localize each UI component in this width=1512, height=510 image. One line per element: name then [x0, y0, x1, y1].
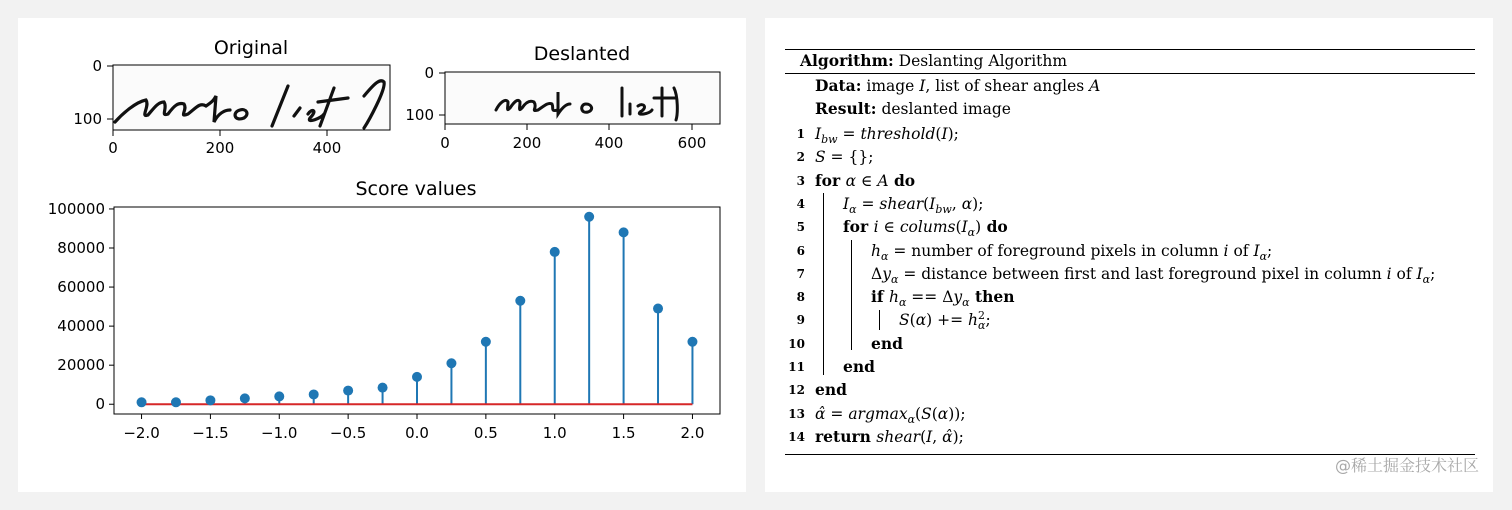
algorithm-line [765, 309, 1493, 331]
result-text: deslanted image [881, 100, 1011, 118]
line-content: for i ∈ $colums(I_\alpha)$ do [843, 217, 1008, 240]
original-x-tick-label: 400 [312, 139, 342, 157]
stem-marker [481, 337, 491, 347]
data-text-2: , list of shear angles [925, 77, 1090, 95]
algorithm-line [765, 123, 1493, 145]
figure-panel [18, 18, 746, 492]
y-tick-label: 0 [95, 395, 105, 414]
data-text-1: image [866, 77, 920, 95]
line-content: if $h_\alpha == \Delta y_\alpha$ then [871, 287, 1015, 310]
y-tick-label: 40000 [57, 317, 105, 336]
deslanted-y-tick-label: 100 [405, 106, 434, 124]
line-number: 12 [788, 383, 805, 398]
algorithm-line [765, 193, 1493, 215]
line-content: S = {}; [815, 148, 874, 167]
data-label: Data: [815, 76, 862, 95]
original-y-tick-label: 100 [73, 110, 102, 128]
deslanted-y-tick-label: 0 [424, 64, 434, 82]
stem-marker [205, 395, 215, 405]
x-tick-label: 1.0 [542, 424, 567, 442]
stem-marker [171, 397, 181, 407]
line-content: end [871, 333, 903, 353]
deslanted-title: Deslanted [533, 43, 631, 65]
x-tick-label: 1.5 [611, 424, 636, 442]
line-content: $h_\alpha$ = number of foreground pixels in column i of $I_\alpha$; [871, 241, 1273, 263]
stem-marker [653, 304, 663, 314]
algorithm-box [765, 18, 1493, 492]
original-title: Original [213, 37, 289, 59]
y-tick-label: 20000 [57, 356, 105, 375]
deslanted-x-tick-label: 600 [677, 134, 707, 152]
algorithm-line [765, 170, 1493, 192]
algorithm-panel [765, 18, 1493, 492]
y-tick-label: 100000 [47, 199, 105, 218]
original-x-axis [108, 130, 341, 157]
algorithm-line [765, 216, 1493, 238]
data-var-i: I [919, 77, 926, 95]
line-content: $I_\alpha$ = $shear(I_{bw}$, α); [843, 194, 984, 216]
if-block-bar [879, 310, 880, 330]
y-tick-label: 60000 [57, 278, 105, 297]
stem-marker [309, 389, 319, 399]
algorithm-line [765, 356, 1493, 378]
algorithm-line [765, 286, 1493, 308]
line-number: 11 [788, 360, 805, 374]
stem-marker [515, 296, 525, 306]
line-number: 3 [796, 173, 805, 188]
x-tick-label: −2.0 [123, 424, 160, 442]
data-var-a: A [1089, 77, 1101, 95]
line-number: 13 [788, 406, 805, 421]
x-tick-label: 0.0 [405, 424, 429, 442]
algorithm-header [800, 50, 1067, 72]
score-chart [48, 200, 720, 442]
x-tick-label: −0.5 [329, 424, 367, 442]
algorithm-line [765, 333, 1493, 355]
line-content: α̂ = argmax$_\alpha$(S(α)); [815, 404, 966, 426]
line-number: 4 [796, 196, 805, 211]
stem-marker [584, 212, 594, 222]
line-number: 10 [788, 336, 805, 351]
figure-canvas [18, 18, 746, 492]
x-tick-label: 0.5 [473, 424, 498, 442]
line-number: 9 [796, 313, 805, 328]
line-content: for α ∈ A do [815, 170, 916, 190]
deslanted-y-axis [405, 64, 445, 124]
chart-title: Score values [355, 178, 477, 200]
line-content: $\Delta y_\alpha$ = distance between first and last foreground pixel in column i of $I_\alpha$; [871, 264, 1436, 286]
stem-marker [550, 247, 560, 257]
line-number: 7 [796, 266, 805, 281]
algorithm-label: Algorithm: [800, 51, 894, 70]
deslanted-x-tick-label: 400 [594, 134, 624, 152]
inner-for-block-bar [851, 240, 852, 350]
x-tick-label: −1.5 [192, 424, 229, 442]
for-block-bar [823, 193, 824, 375]
deslanted-x-tick-label: 0 [440, 134, 450, 152]
original-y-axis [73, 57, 113, 128]
stem-marker [378, 383, 388, 393]
x-tick-label: −1.0 [261, 424, 298, 442]
algorithm-line [765, 403, 1493, 425]
result-label: Result: [815, 99, 877, 118]
line-content: return shear(I, α̂); [815, 426, 964, 446]
original-x-tick-label: 0 [108, 139, 118, 157]
deslanted-image-frame [445, 72, 720, 124]
line-content: S(α) += h 2 α ; [899, 309, 991, 333]
stem-marker [274, 391, 284, 401]
original-x-tick-label: 200 [205, 139, 235, 157]
algorithm-line [765, 240, 1493, 262]
original-y-tick-label: 0 [92, 57, 102, 75]
deslanted-x-axis [440, 124, 706, 152]
line-content: $I_{bw}$ = threshold(I); [815, 125, 959, 147]
algorithm-line [765, 146, 1493, 168]
line-number: 14 [788, 429, 805, 444]
line-number: 2 [796, 150, 805, 165]
result-line [815, 98, 1011, 120]
data-line [815, 75, 1100, 97]
stem-marker [240, 393, 250, 403]
line-number: 6 [796, 243, 805, 258]
line-number: 1 [796, 127, 805, 141]
stem-marker [412, 372, 422, 382]
line-number: 5 [796, 220, 805, 235]
stem-marker [687, 337, 697, 347]
algorithm-line [765, 426, 1493, 448]
stem-marker [446, 358, 456, 368]
y-tick-label: 80000 [57, 239, 105, 258]
watermark: @稀土掘金技术社区 [1334, 456, 1479, 475]
stem-marker [343, 386, 353, 396]
stem-marker [619, 227, 629, 237]
algorithm-name: Deslanting Algorithm [898, 52, 1068, 70]
line-number: 8 [796, 290, 805, 305]
header-rule [785, 73, 1475, 74]
deslanted-x-tick-label: 200 [512, 134, 542, 152]
x-tick-label: 2.0 [680, 424, 705, 442]
stem-marker [137, 397, 147, 407]
line-content: end [815, 380, 847, 400]
algorithm-line [765, 379, 1493, 401]
line-content: end [843, 357, 875, 376]
algorithm-line [765, 263, 1493, 285]
